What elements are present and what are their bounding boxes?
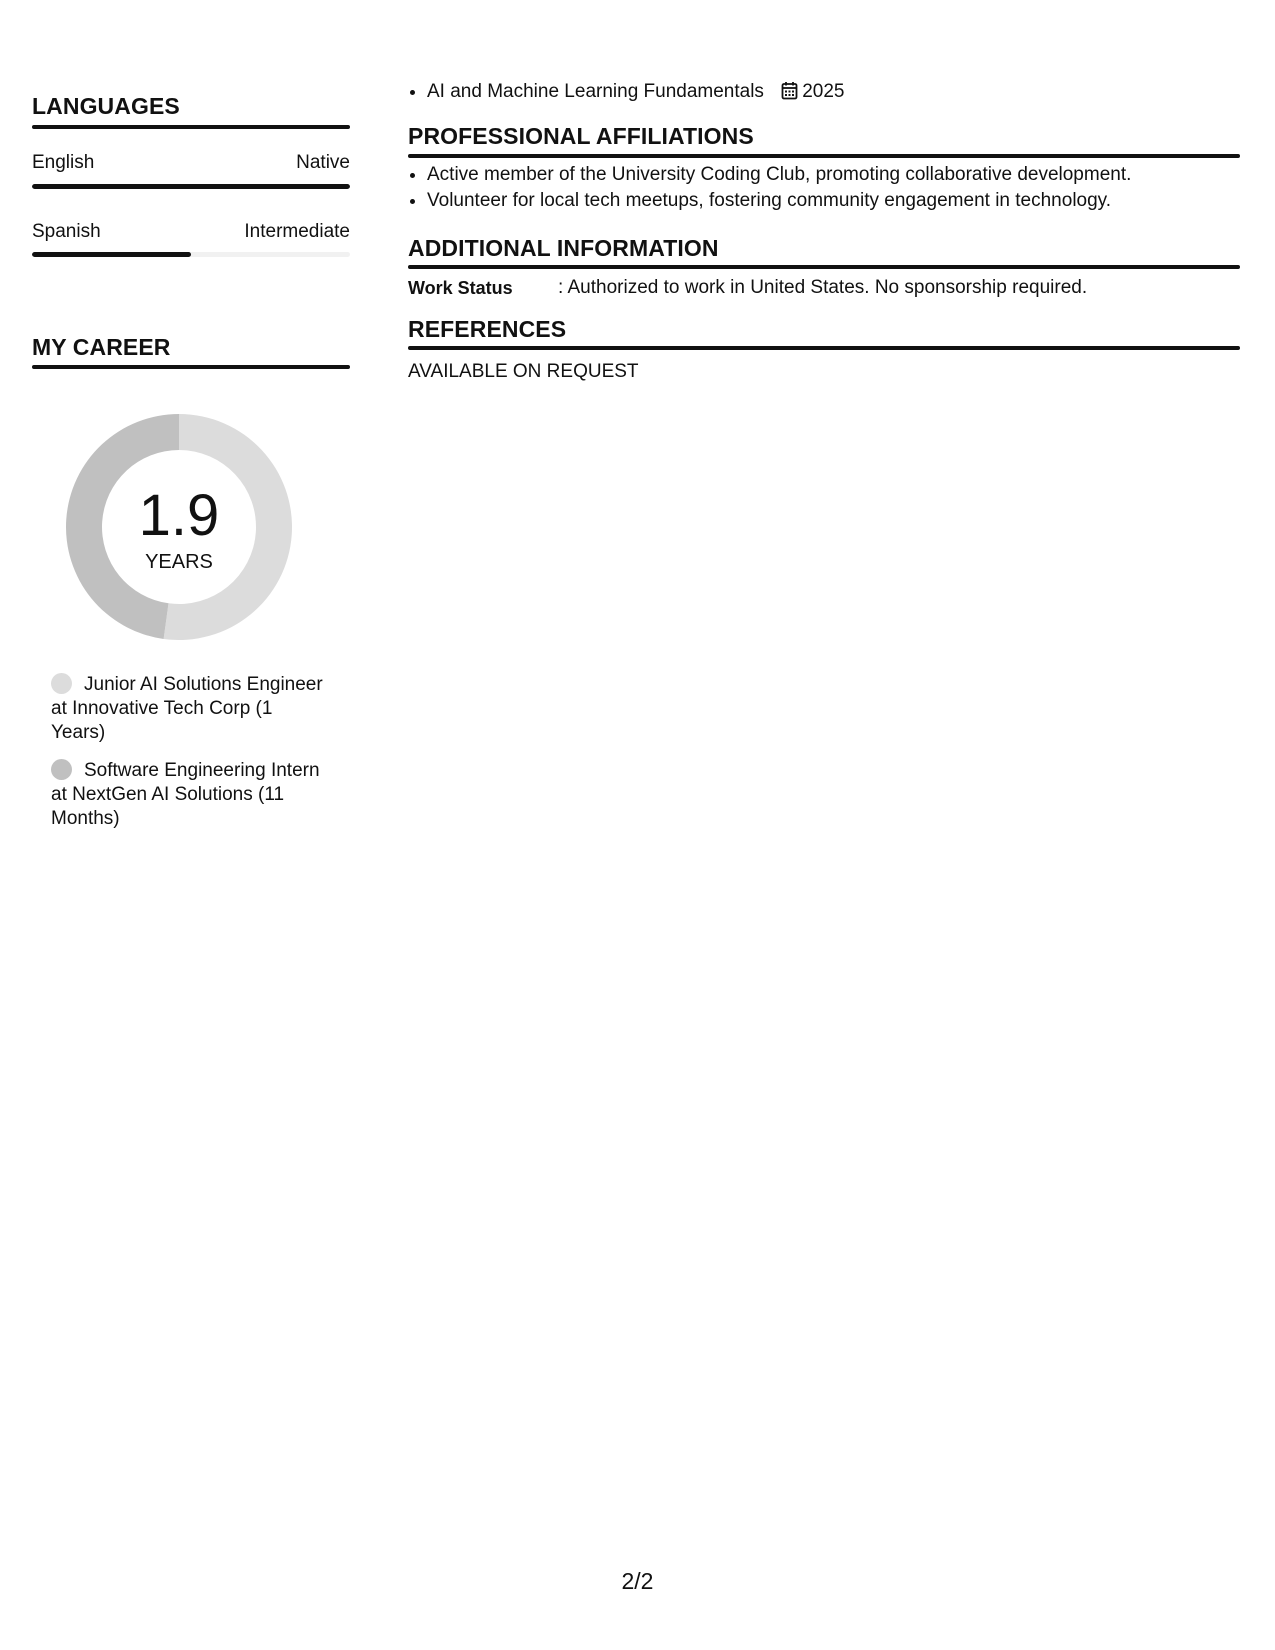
calendar-icon (781, 81, 798, 100)
affiliation-item: • Active member of the University Coding Club, promoting collaborative development. (427, 162, 1247, 188)
donut-center (66, 414, 292, 640)
language-name: Spanish (32, 221, 101, 242)
work-status-label: Work Status (408, 278, 513, 298)
career-legend-label: Software Engineering Intern at NextGen AI Solutions (11 Months) (51, 760, 320, 829)
language-bar-fill (32, 252, 191, 257)
career-rule (32, 365, 350, 369)
language-bar-fill (32, 184, 350, 189)
work-status-value: : Authorized to work in United States. No sponsorship required. (558, 277, 1088, 298)
references-heading: REFERENCES (408, 316, 567, 342)
certification-list (408, 79, 1227, 105)
legend-dot (51, 759, 72, 780)
additional-info-rule (408, 265, 1240, 269)
references-text: AVAILABLE ON REQUEST (408, 361, 639, 382)
certification-year: 2025 (802, 81, 845, 102)
certification-item (427, 79, 1227, 105)
career-legend-item (51, 673, 331, 745)
additional-info-heading: ADDITIONAL INFORMATION (408, 235, 719, 261)
career-donut-chart (66, 414, 292, 640)
language-bar-english (32, 184, 350, 189)
references-rule (408, 346, 1240, 350)
affiliations-rule (408, 154, 1240, 158)
language-bar-spanish (32, 252, 350, 257)
career-total-value: 1.9 (138, 483, 220, 548)
page-number: 2/2 (621, 1568, 654, 1594)
legend-dot (51, 673, 72, 694)
career-heading: MY CAREER (32, 334, 171, 360)
career-legend-item (51, 759, 331, 831)
affiliation-item: • Volunteer for local tech meetups, fostering community engagement in technology. (427, 188, 1247, 214)
language-level: Native (296, 152, 350, 173)
language-name: English (32, 152, 95, 173)
languages-rule (32, 125, 350, 129)
language-level: Intermediate (244, 221, 350, 242)
affiliations-list (408, 162, 1247, 214)
affiliations-heading: PROFESSIONAL AFFILIATIONS (408, 123, 754, 149)
certification-name: AI and Machine Learning Fundamentals (427, 81, 764, 102)
career-total-unit: YEARS (145, 551, 213, 573)
languages-heading: LANGUAGES (32, 93, 180, 119)
language-row-spanish (32, 221, 350, 243)
career-legend-label: Junior AI Solutions Engineer at Innovative Tech Corp (1 Years) (51, 674, 323, 743)
language-row-english (32, 152, 350, 174)
